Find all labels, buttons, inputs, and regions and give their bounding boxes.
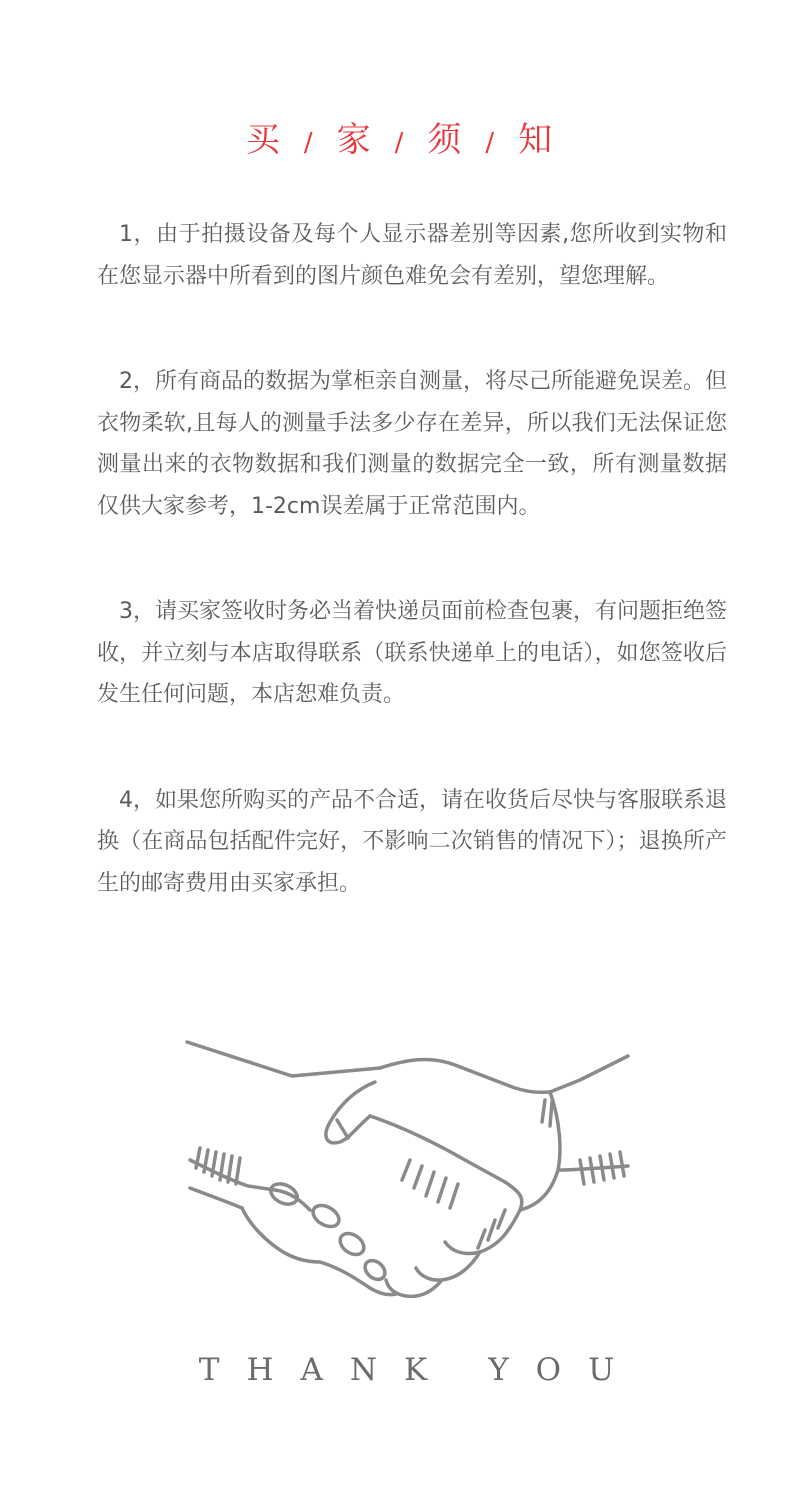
- title-char-4: 知: [518, 120, 555, 160]
- notice-item-2: 2，所有商品的数据为掌柜亲自测量，将尽己所能避免误差。但衣物柔软,且每人的测量手法多少存在差异，所以我们无法保证您测量出来的衣物数据和我们测量的数据完全一致，所有测量数据仅供大家参考，1-2cm误差属于正常范围内。: [97, 369, 727, 519]
- notice-list: [97, 214, 727, 968]
- title-separator: /: [303, 128, 315, 158]
- title-separator: /: [485, 128, 497, 158]
- page-title: [0, 118, 800, 165]
- notice-item-3: 3，请买家签收时务必当着快递员面前检查包裹，有问题拒绝签收，并立刻与本店取得联系（联系快递单上的电话），如您签收后发生任何问题，本店恕难负责。: [97, 599, 727, 707]
- title-char-3: 须: [427, 120, 464, 160]
- handshake-icon: [180, 1030, 640, 1330]
- title-char-1: 买: [245, 120, 282, 160]
- title-separator: /: [394, 128, 406, 158]
- thank-word: THANK: [198, 1352, 455, 1388]
- thank-you-text: [0, 1350, 800, 1390]
- title-char-2: 家: [336, 120, 373, 160]
- notice-item-1: 1，由于拍摄设备及每个人显示器差别等因素,您所收到实物和在您显示器中所看到的图片颜色难免会有差别，望您理解。: [97, 222, 727, 289]
- you-word: YOU: [488, 1352, 642, 1388]
- notice-item-4: 4，如果您所购买的产品不合适，请在收货后尽快与客服联系退换（在商品包括配件完好，不影响二次销售的情况下）；退换所产生的邮寄费用由买家承担。: [97, 787, 727, 896]
